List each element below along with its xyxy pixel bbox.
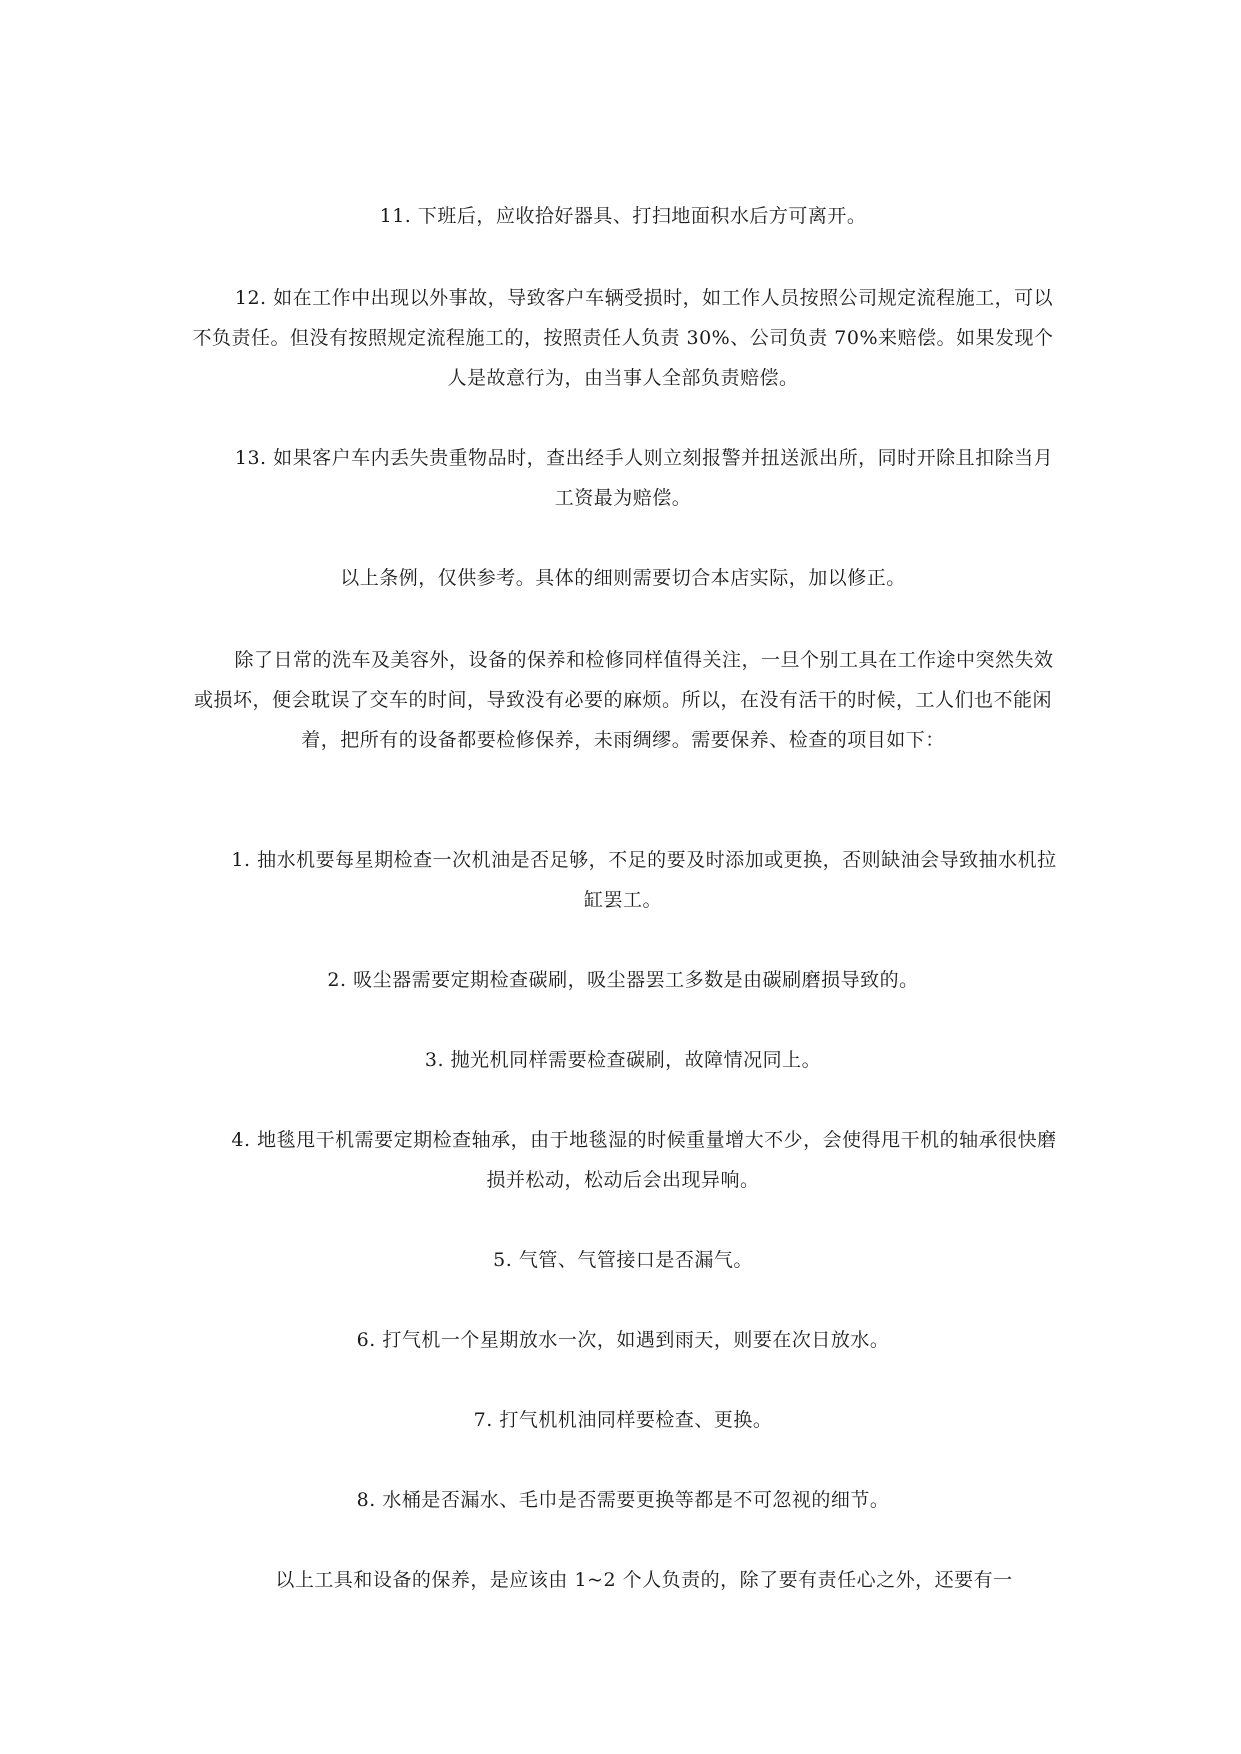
list-item-bucket-towel: 8. 水桶是否漏水、毛巾是否需要更换等都是不可忽视的细节。 (356, 1489, 890, 1511)
list-item-compressor-oil: 7. 打气机机油同样要检查、更换。 (473, 1409, 773, 1431)
list-item-vacuum: 2. 吸尘器需要定期检查碳刷，吸尘器罢工多数是由碳刷磨损导致的。 (327, 969, 919, 991)
paragraph-rule-13: 13. 如果客户车内丢失贵重物品时，查出经手人则立刻报警并扭送派出所，同时开除且扣除当月工资最为赔偿。 (234, 447, 1054, 509)
paragraph-rule-12: 12. 如在工作中出现以外事故，导致客户车辆受损时，如工作人员按照公司规定流程施工，可以不负责任。但没有按照规定流程施工的，按照责任人负责 30%、公司负责 70%来赔偿。如果发现个人是故意行为，由当事人全部负责赔偿。 (192, 287, 1054, 389)
paragraph-reference-note: 以上条例，仅供参考。具体的细则需要切合本店实际，加以修正。 (340, 567, 906, 589)
paragraph-maintenance-intro: 除了日常的洗车及美容外，设备的保养和检修同样值得关注，一旦个别工具在工作途中突然失效或损坏，便会耽误了交车的时间，导致没有必要的麻烦。所以，在没有活干的时候，工人们也不能闲着，把所有的设备都要检修保养，未雨绸缪。需要保养、检查的项目如下： (193, 649, 1054, 751)
list-item-pump: 1. 抽水机要每星期检查一次机油是否足够，不足的要及时添加或更换，否则缺油会导致抽水机拉缸罢工。 (231, 849, 1057, 911)
paragraph-responsibility: 以上工具和设备的保养，是应该由 1~2 个人负责的，除了要有责任心之外，还要有一 (275, 1569, 1013, 1591)
list-item-compressor-drain: 6. 打气机一个星期放水一次，如遇到雨天，则要在次日放水。 (356, 1329, 890, 1351)
paragraph-rule-11: 11. 下班后，应收拾好器具、打扫地面积水后方可离开。 (379, 205, 867, 227)
list-item-carpet-dryer: 4. 地毯甩干机需要定期检查轴承，由于地毯湿的时候重量增大不少，会使得甩干机的轴承很快磨损并松动，松动后会出现异响。 (231, 1129, 1057, 1191)
list-item-air-hose: 5. 气管、气管接口是否漏气。 (493, 1249, 753, 1271)
list-item-polisher: 3. 抛光机同样需要检查碳刷，故障情况同上。 (424, 1049, 822, 1071)
